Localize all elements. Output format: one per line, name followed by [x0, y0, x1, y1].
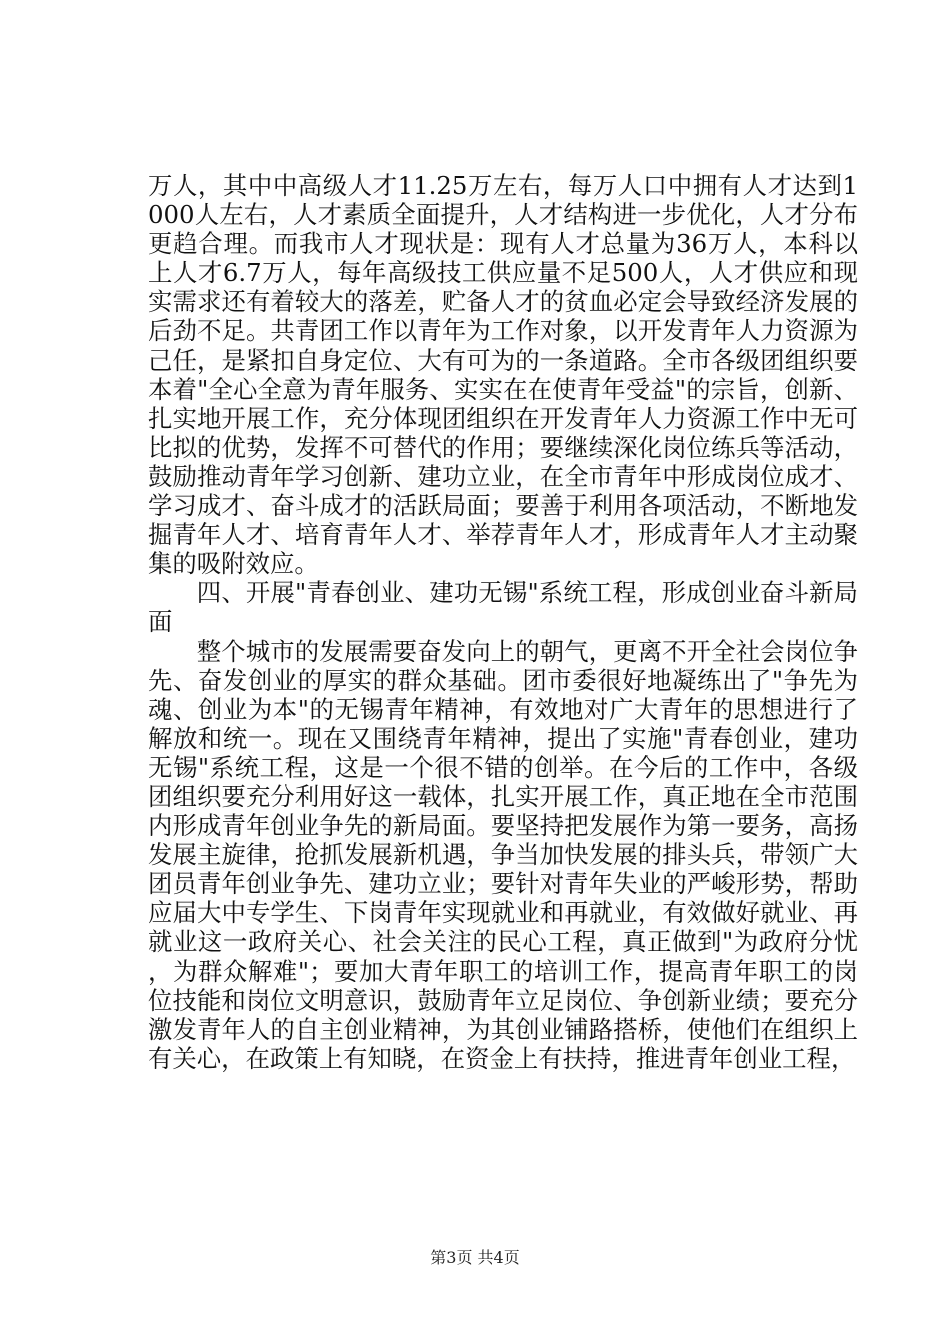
- section-heading-four: 四、开展"青春创业、建功无锡"系统工程，形成创业奋斗新局面: [148, 578, 858, 637]
- body-paragraph-entrepreneurship: 整个城市的发展需要奋发向上的朝气，更离不开全社会岗位争先、奋发创业的厚实的群众基础。团市委很好地凝练出了"争先为魂、创业为本"的无锡青年精神，有效地对广大青年的思想进行了解放和统一。现在又围绕青年精神，提出了实施"青春创业，建功无锡"系统工程，这是一个很不错的创举。在今后的工作中，各级团组织要充分利用好这一载体，扎实开展工作，真正地在全市范围内形成青年创业争先的新局面。要坚持把发展作为第一要务，高扬发展主旋律，抢抓发展新机遇，争当加快发展的排头兵，带领广大团员青年创业争先、建功立业；要针对青年失业的严峻形势，帮助应届大中专学生、下岗青年实现就业和再就业，有效做好就业、再就业这一政府关心、社会关注的民心工程，真正做到"为政府分忧，为群众解难"；要加大青年职工的培训工作，提高青年职工的岗位技能和岗位文明意识，鼓励青年立足岗位、争创新业绩；要充分激发青年人的自主创业精神，为其创业铺路搭桥，使他们在组织上有关心，在政策上有知晓，在资金上有扶持，推进青年创业工程，: [148, 636, 858, 1073]
- document-body: [148, 171, 858, 1073]
- body-paragraph-talent: 万人，其中中高级人才11.25万左右，每万人口中拥有人才达到1000人左右，人才素质全面提升，人才结构进一步优化，人才分布更趋合理。而我市人才现状是：现有人才总量为36万人，本科以上人才6.7万人，每年高级技工供应量不足500人，人才供应和现实需求还有着较大的落差，贮备人才的贫血必定会导致经济发展的后劲不足。共青团工作以青年为工作对象，以开发青年人力资源为己任，是紧扣自身定位、大有可为的一条道路。全市各级团组织要本着"全心全意为青年服务、实实在在使青年受益"的宗旨，创新、扎实地开展工作，充分体现团组织在开发青年人力资源工作中无可比拟的优势，发挥不可替代的作用；要继续深化岗位练兵等活动，鼓励推动青年学习创新、建功立业，在全市青年中形成岗位成才、学习成才、奋斗成才的活跃局面；要善于利用各项活动，不断地发掘青年人才、培育青年人才、举荐青年人才，形成青年人才主动聚集的吸附效应。: [148, 171, 858, 579]
- page-number-footer: 第3页 共4页: [430, 1248, 520, 1267]
